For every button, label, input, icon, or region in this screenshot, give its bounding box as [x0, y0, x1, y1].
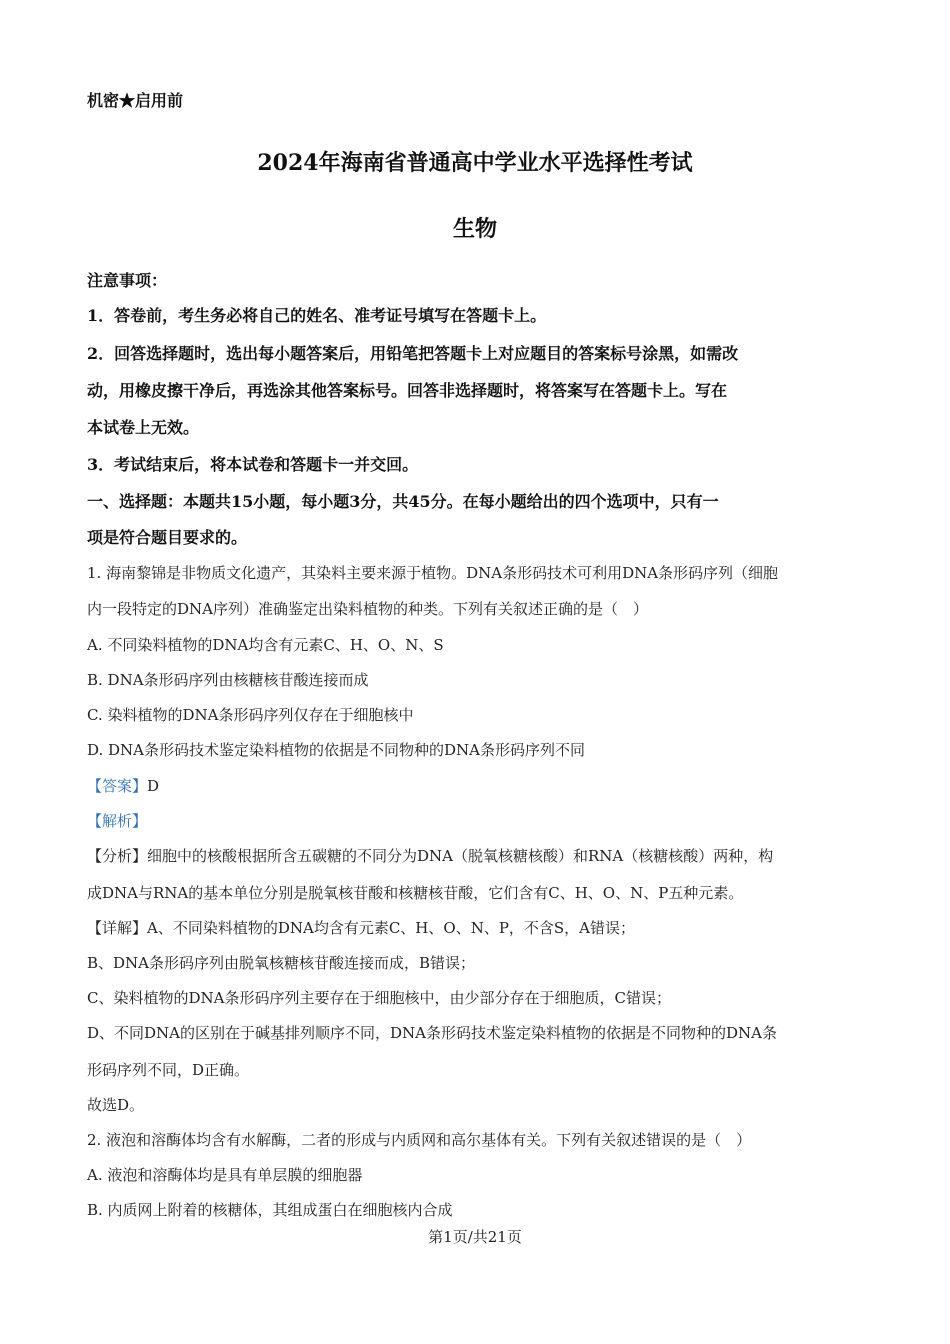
- answer-label: 【答案】: [87, 777, 148, 795]
- notice-heading: 注意事项：: [87, 271, 168, 290]
- subject-title: 生物: [452, 216, 497, 242]
- question-1-option-d: D. DNA条形码技术鉴定染料植物的依据是不同物种的DNA条形码序列不同: [87, 741, 585, 759]
- xiangjie-line-a: [87, 917, 635, 938]
- fenxi-line-2: 成DNA与RNA的基本单位分别是脱氧核苷酸和核糖核苷酸，它们含有C、H、O、N、P五种元素。: [87, 884, 744, 902]
- xiangjie-line-d-cont: 形码序列不同，D正确。: [87, 1061, 250, 1079]
- question-1-stem: 1. 海南黎锦是非物质文化遗产，其染料主要来源于植物。DNA条形码技术可利用DNA条形码序列（细胞: [87, 564, 779, 582]
- notice-item-3: 3．考试结束后，将本试卷和答题卡一并交回。: [87, 455, 419, 474]
- answer-line: [87, 775, 159, 796]
- confidential-label: 机密★启用前: [87, 91, 184, 110]
- xiangjie-a-text: A、不同染料植物的DNA均含有元素C、H、O、N、P，不含S，A错误；: [147, 919, 636, 937]
- fenxi-label: 【分析】: [87, 847, 148, 865]
- question-1-stem-cont: 内一段特定的DNA序列）准确鉴定出染料植物的种类。下列有关叙述正确的是（ ）: [87, 600, 648, 618]
- question-1-option-a: A. 不同染料植物的DNA均含有元素C、H、O、N、S: [87, 636, 444, 654]
- xiangjie-line-d: D、不同DNA的区别在于碱基排列顺序不同，DNA条形码技术鉴定染料植物的依据是不同物种的DNA条: [87, 1024, 777, 1042]
- conclusion: 故选D。: [87, 1096, 145, 1114]
- section-heading: 一、选择题：本题共15小题，每小题3分，共45分。在每小题给出的四个选项中，只有一: [87, 492, 719, 511]
- question-2-stem: 2. 液泡和溶酶体均含有水解酶，二者的形成与内质网和高尔基体有关。下列有关叙述错误的是（ ）: [87, 1131, 752, 1149]
- notice-item-2-cont: 动，用橡皮擦干净后，再选涂其他答案标号。回答非选择题时，将答案写在答题卡上。写在: [87, 381, 728, 400]
- analysis-label: 【解析】: [87, 812, 148, 830]
- fenxi-line-1: [87, 845, 773, 866]
- exam-title: 2024年海南省普通高中学业水平选择性考试: [257, 150, 693, 176]
- fenxi-text: 细胞中的核酸根据所含五碳糖的不同分为DNA（脱氧核糖核酸）和RNA（核糖核酸）两种，构: [147, 847, 774, 865]
- notice-item-1: 1．答卷前，考生务必将自己的姓名、准考证号填写在答题卡上。: [87, 306, 547, 325]
- section-heading-cont: 项是符合题目要求的。: [87, 528, 248, 547]
- notice-item-2-cont2: 本试卷上无效。: [87, 418, 200, 437]
- page-indicator: 第1页/共21页: [428, 1228, 522, 1246]
- question-2-option-b: B. 内质网上附着的核糖体，其组成蛋白在细胞核内合成: [87, 1201, 453, 1219]
- xiangjie-line-b: B、DNA条形码序列由脱氧核糖核苷酸连接而成，B错误；: [87, 954, 476, 972]
- answer-value: D: [147, 777, 160, 795]
- question-1-option-b: B. DNA条形码序列由核糖核苷酸连接而成: [87, 671, 369, 689]
- question-1-option-c: C. 染料植物的DNA条形码序列仅存在于细胞核中: [87, 706, 414, 724]
- question-2-option-a: A. 液泡和溶酶体均是具有单层膜的细胞器: [87, 1166, 363, 1184]
- xiangjie-label: 【详解】: [87, 919, 148, 937]
- notice-item-2: 2．回答选择题时，选出每小题答案后，用铅笔把答题卡上对应题目的答案标号涂黑，如需改: [87, 344, 739, 363]
- xiangjie-line-c: C、染料植物的DNA条形码序列主要存在于细胞核中，由少部分存在于细胞质，C错误；: [87, 989, 671, 1007]
